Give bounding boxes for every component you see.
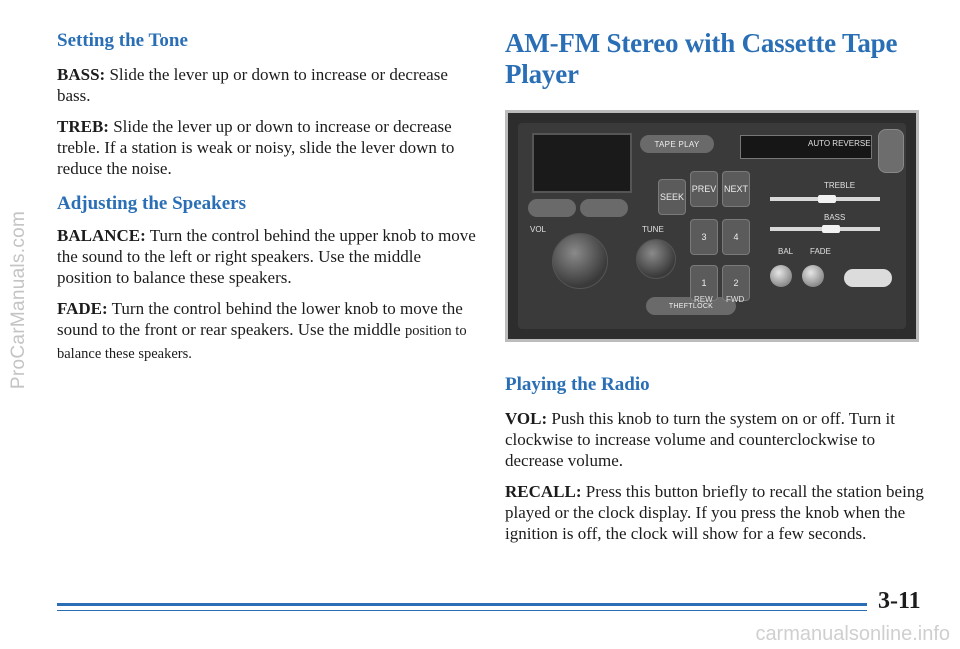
balance-term: BALANCE: xyxy=(57,226,146,245)
left-column xyxy=(57,30,477,375)
bass-label: BASS xyxy=(824,213,846,222)
balance-paragraph xyxy=(57,225,477,288)
volume-knob xyxy=(552,233,608,289)
tune-label: TUNE xyxy=(642,225,664,234)
preset-2-button: 2 xyxy=(722,265,750,301)
side-watermark-text: ProCarManuals.com xyxy=(8,210,29,390)
vol-paragraph xyxy=(505,408,925,471)
bass-paragraph xyxy=(57,64,477,106)
side-watermark xyxy=(2,150,36,450)
radio-pill-left xyxy=(528,199,576,217)
preset-1-button: 1 xyxy=(690,265,718,301)
radio-faceplate-illustration xyxy=(505,110,919,342)
treb-text: Slide the lever up or down to increase or decrease treble. If a station is weak or noisy, slide the lever down to reduce the noise. xyxy=(57,117,455,178)
main-heading: AM-FM Stereo with Cassette Tape Player xyxy=(505,28,898,89)
footer-rule-thick xyxy=(57,603,867,606)
treble-slider-thumb xyxy=(818,195,836,203)
balance-knob xyxy=(770,265,792,287)
fade-term: FADE: xyxy=(57,299,108,318)
recall-term: RECALL: xyxy=(505,482,582,501)
auto-reverse-label: AUTO REVERSE xyxy=(808,139,871,148)
recall-paragraph xyxy=(505,481,925,544)
seek-button: SEEK xyxy=(658,179,686,215)
vol-text: Push this knob to turn the system on or off. Turn it clockwise to increase volume and counterclockwise to decrease volume. xyxy=(505,409,895,470)
playing-radio-heading: Playing the Radio xyxy=(505,374,650,395)
preset-4-button: 4 xyxy=(722,219,750,255)
treb-term: TREB: xyxy=(57,117,109,136)
recall-toggle xyxy=(844,269,892,287)
bass-text: Slide the lever up or down to increase or decrease bass. xyxy=(57,65,448,105)
bass-slider-thumb xyxy=(822,225,840,233)
bass-term: BASS: xyxy=(57,65,106,84)
recall-text: Press this button briefly to recall the station being played or the clock display. If you press the knob when the ignition is off, the clock will show for a few seconds. xyxy=(505,482,924,543)
theftlock-label: THEFTLOCK xyxy=(646,297,736,315)
radio-pill-right xyxy=(580,199,628,217)
next-button: NEXT xyxy=(722,171,750,207)
radio-display xyxy=(532,133,632,193)
footer-rule-thin xyxy=(57,610,867,611)
fade-text: Turn the control behind the lower knob to move the sound to the front or rear speakers. Use the middle xyxy=(57,299,463,339)
tape-play-button: TAPE PLAY xyxy=(640,135,714,153)
rew-label: REW xyxy=(694,295,713,304)
treble-label: TREBLE xyxy=(824,181,856,190)
preset-3-button: 3 xyxy=(690,219,718,255)
treb-paragraph xyxy=(57,116,477,179)
prev-button: PREV xyxy=(690,171,718,207)
fade-label: FADE xyxy=(810,247,831,256)
page-number: 3-11 xyxy=(878,588,921,614)
fade-text-small: position to balance these speakers. xyxy=(57,323,467,362)
tune-knob xyxy=(636,239,676,279)
bal-label: BAL xyxy=(778,247,794,256)
balance-text: Turn the control behind the upper knob to move the sound to the left or right speakers. Use the middle position to balance these speakers. xyxy=(57,226,476,287)
right-column xyxy=(505,30,925,554)
vol-term: VOL: xyxy=(505,409,548,428)
vol-label: VOL xyxy=(530,225,547,234)
eject-button xyxy=(878,129,904,173)
setting-tone-heading: Setting the Tone xyxy=(57,30,188,51)
fwd-label: FWD xyxy=(726,295,745,304)
fade-paragraph xyxy=(57,298,477,365)
adjusting-speakers-heading: Adjusting the Speakers xyxy=(57,193,246,214)
fade-knob xyxy=(802,265,824,287)
bottom-watermark: carmanualsonline.info xyxy=(755,623,950,645)
